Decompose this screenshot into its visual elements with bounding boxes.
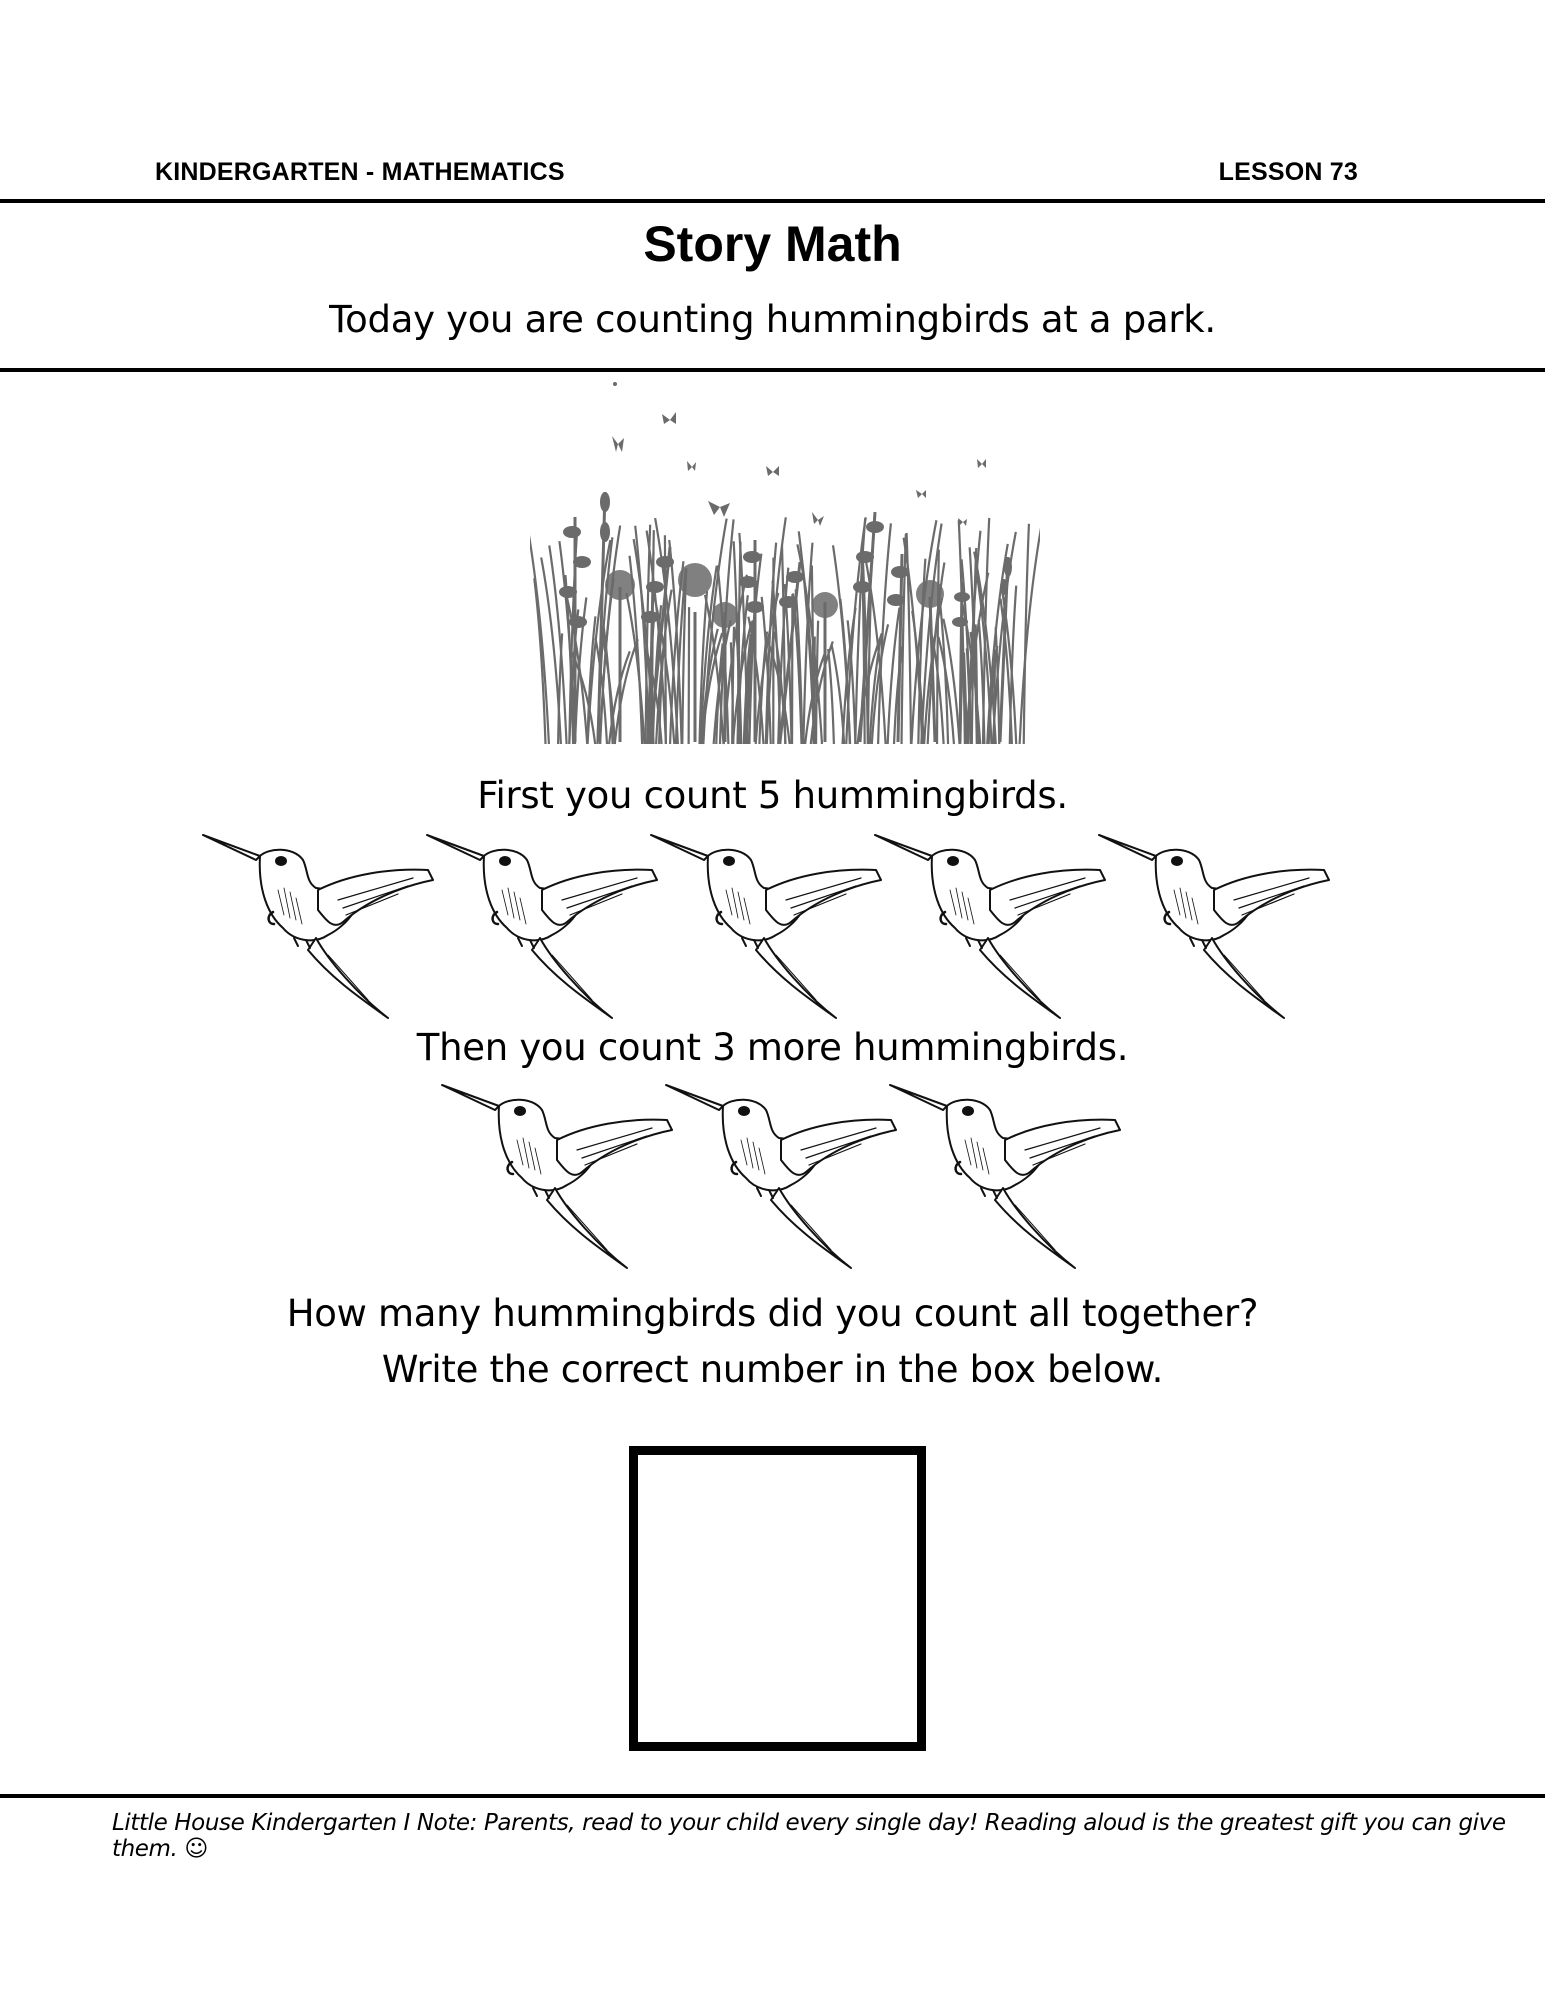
intro-text: Today you are counting hummingbirds at a park. (329, 298, 1216, 341)
header-subject: KINDERGARTEN - MATHEMATICS (155, 158, 565, 186)
hummingbird-icon (422, 820, 662, 1020)
grass-blade (937, 550, 939, 744)
grass-blade (907, 533, 911, 744)
group-1-text: First you count 5 hummingbirds. (477, 774, 1068, 817)
grass-blade (828, 649, 834, 744)
hummingbird-icon (661, 1070, 901, 1270)
grass-blade (994, 649, 995, 744)
butterfly-icon (612, 382, 986, 526)
grass-blade (1020, 527, 1040, 744)
hummingbird-icon (646, 820, 886, 1020)
group-2-text: Then you count 3 more hummingbirds. (416, 1026, 1129, 1069)
grass-blade (665, 535, 666, 744)
question-line-2: Write the correct number in the box below. (381, 1348, 1164, 1391)
footer-note: Little House Kindergarten I Note: Parents, read to your child every single day! Reading aloud is the greatest gift you can give them. ☺ (112, 1810, 1506, 1862)
question-line-1: How many hummingbirds did you count all together? (286, 1292, 1259, 1335)
header-divider (0, 199, 1545, 203)
hummingbird-icon (437, 1070, 677, 1270)
page-title: Story Math (643, 216, 902, 272)
answer-box[interactable] (629, 1446, 926, 1751)
hummingbird-icon (1094, 820, 1334, 1020)
hummingbird-icon (870, 820, 1110, 1020)
footer-divider (0, 1794, 1545, 1798)
hummingbird-icon (198, 820, 438, 1020)
hummingbird-icon (885, 1070, 1125, 1270)
meadow-illustration-icon (530, 372, 1040, 760)
header-lesson: LESSON 73 (1218, 158, 1358, 186)
